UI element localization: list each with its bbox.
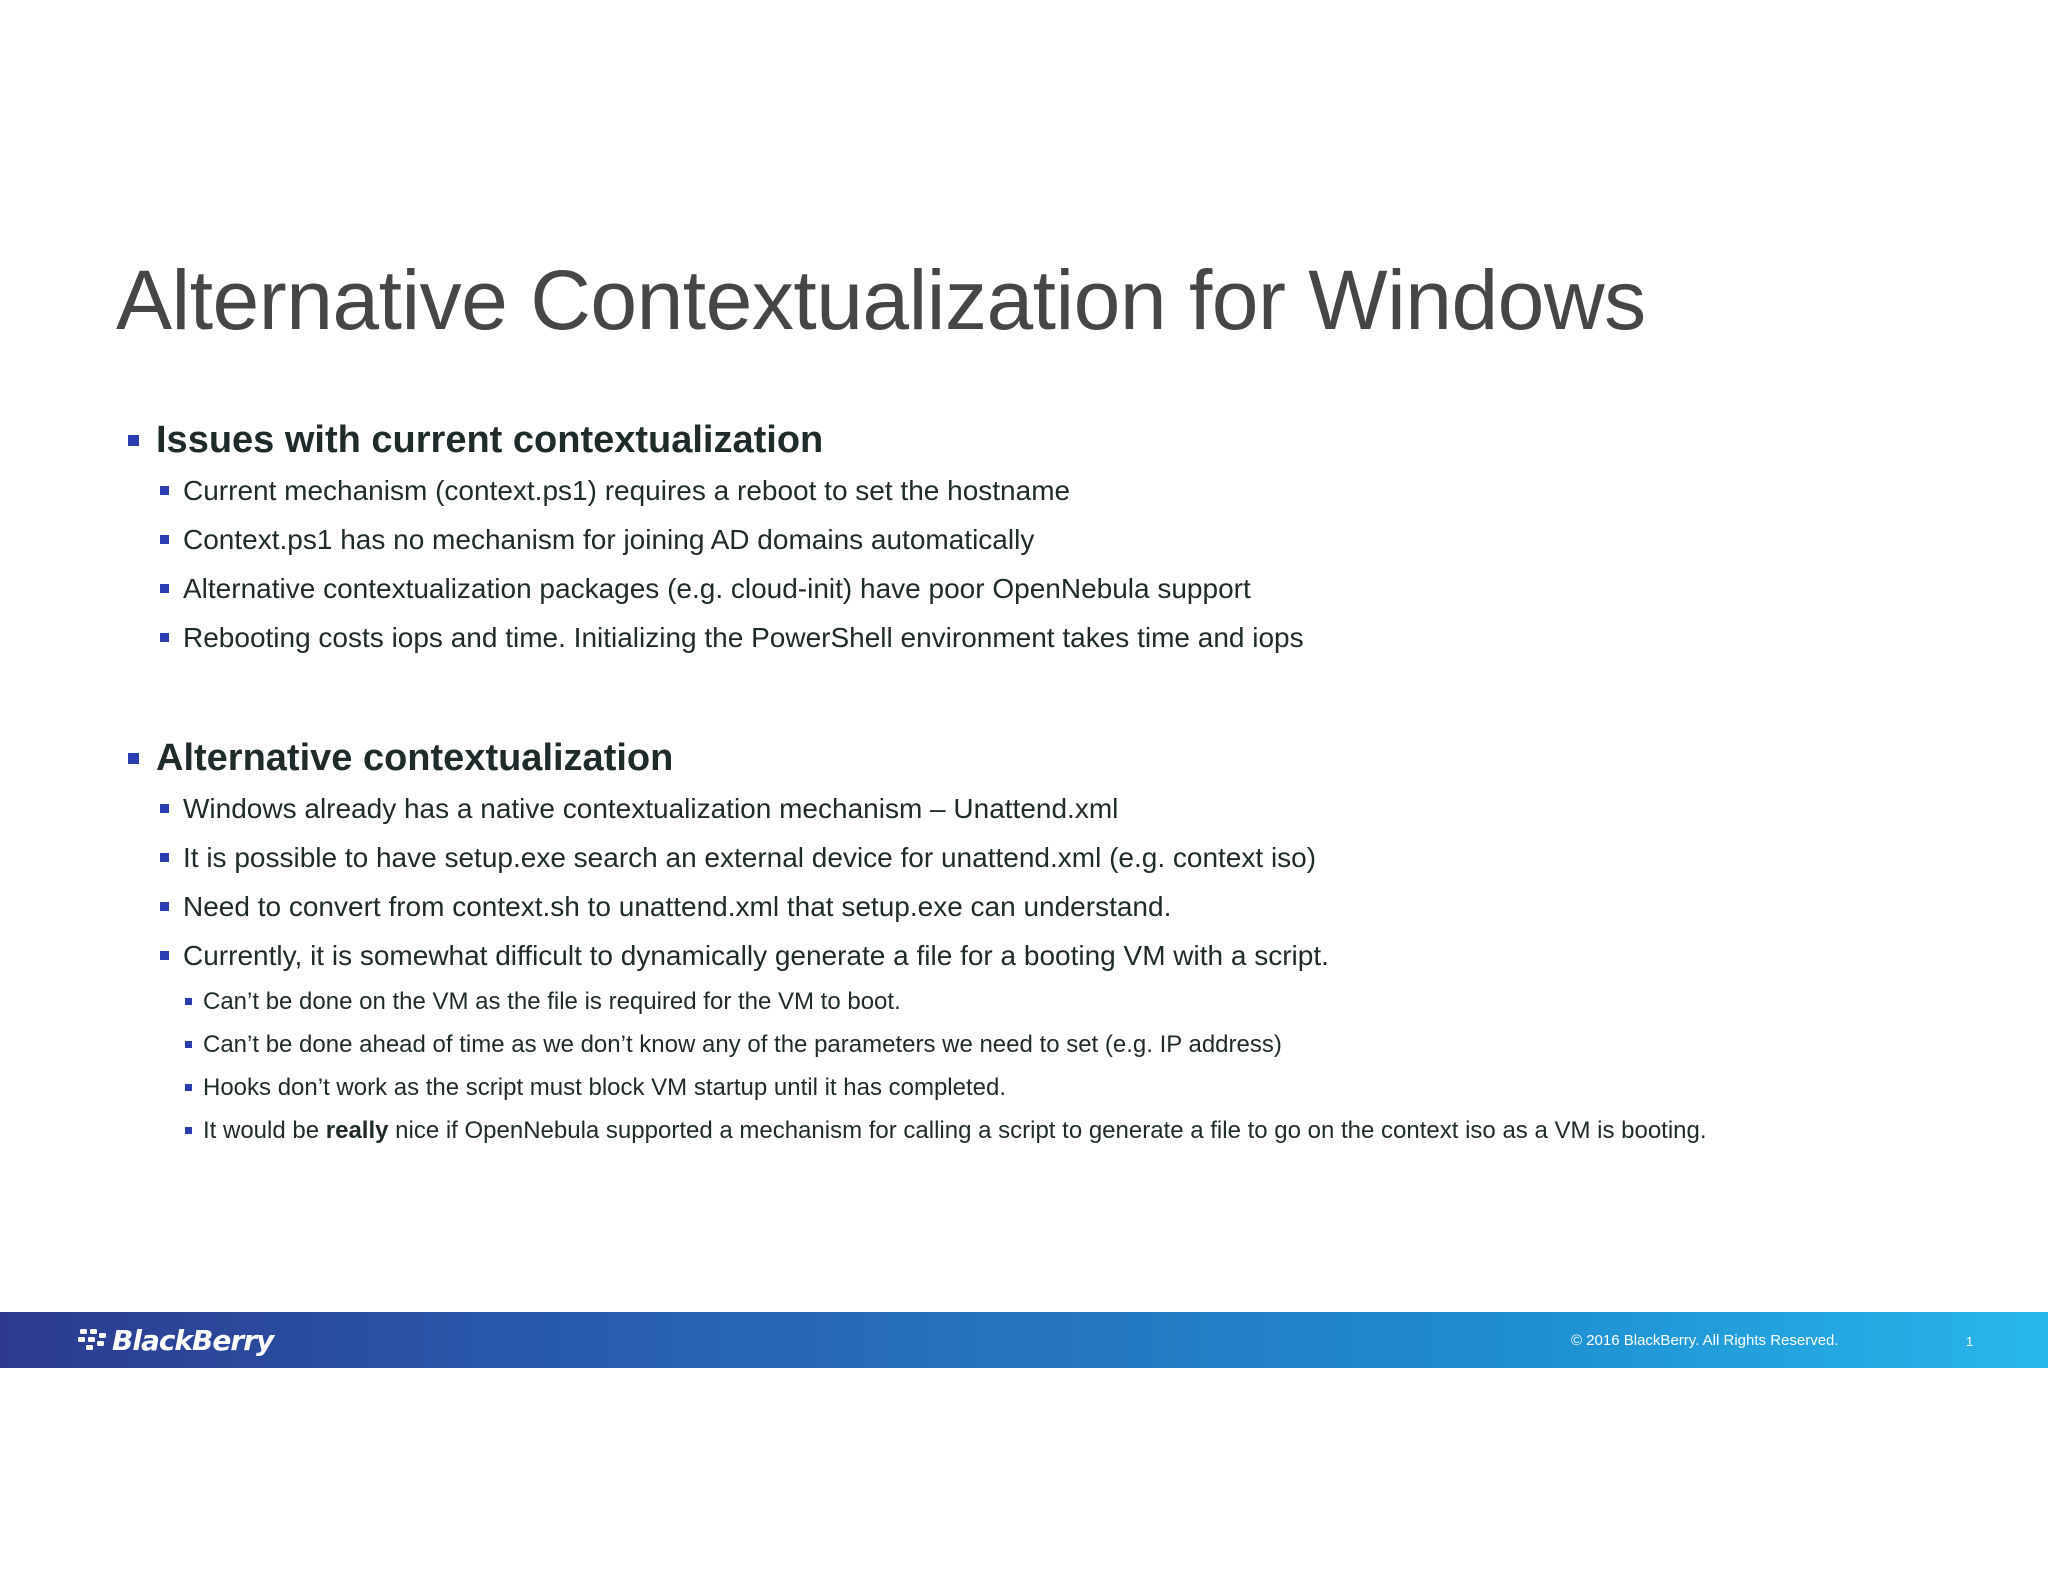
square-bullet-icon [160, 584, 169, 593]
sub-list-item-text [203, 1117, 1707, 1145]
square-bullet-icon [185, 1041, 192, 1048]
section-heading [0, 414, 2048, 466]
square-bullet-icon [160, 853, 169, 862]
heading-text: Issues with current contextualization [156, 418, 824, 461]
sub-list-item [0, 980, 2048, 1023]
list-item [0, 564, 2048, 613]
square-bullet-icon [160, 486, 169, 495]
square-bullet-icon [185, 998, 192, 1005]
footer-bar [0, 1312, 2048, 1368]
slide-title: Alternative Contextualization for Windows [116, 253, 1646, 347]
list-item-text: Windows already has a native contextualization mechanism – Unattend.xml [183, 792, 1119, 824]
logo-text: BlackBerry [112, 1323, 274, 1357]
square-bullet-icon [128, 435, 139, 446]
sub-list-item-text: Can’t be done on the VM as the file is required for the VM to boot. [203, 987, 901, 1015]
square-bullet-icon [185, 1084, 192, 1091]
square-bullet-icon [185, 1127, 192, 1134]
square-bullet-icon [160, 804, 169, 813]
text-prefix: It would be [203, 1116, 326, 1144]
section-issues [0, 414, 2048, 662]
list-item-text: It is possible to have setup.exe search an external device for unattend.xml (e.g. context iso) [183, 841, 1317, 873]
list-item [0, 515, 2048, 564]
square-bullet-icon [128, 753, 139, 764]
text-suffix: nice if OpenNebula supported a mechanism for calling a script to generate a file to go on the context iso as a VM is booting. [388, 1116, 1707, 1144]
list-item-text: Currently, it is somewhat difficult to dynamically generate a file for a booting VM with a script. [183, 939, 1329, 971]
section-alternative [0, 732, 2048, 1152]
list-item [0, 784, 2048, 833]
list-item [0, 613, 2048, 662]
blackberry-logo [78, 1324, 273, 1356]
sub-list-item [0, 1109, 2048, 1152]
list-item-text: Context.ps1 has no mechanism for joining AD domains automatically [183, 523, 1035, 555]
list-item [0, 931, 2048, 980]
sub-list-item-text: Hooks don’t work as the script must block VM startup until it has completed. [203, 1073, 1007, 1101]
blackberry-logo-icon [78, 1328, 108, 1352]
emphasis-text: really [325, 1116, 389, 1144]
square-bullet-icon [160, 535, 169, 544]
list-item [0, 882, 2048, 931]
list-item-text: Current mechanism (context.ps1) requires a reboot to set the hostname [183, 474, 1071, 506]
sub-list-item [0, 1066, 2048, 1109]
copyright-text: © 2016 BlackBerry. All Rights Reserved. [1571, 1332, 1839, 1349]
square-bullet-icon [160, 902, 169, 911]
sub-list-item-text: Can’t be done ahead of time as we don’t know any of the parameters we need to set (e.g. IP address) [203, 1030, 1282, 1058]
list-item-text: Rebooting costs iops and time. Initializing the PowerShell environment takes time and iops [183, 621, 1304, 653]
list-item [0, 466, 2048, 515]
heading-text: Alternative contextualization [156, 736, 674, 779]
sub-list-item [0, 1023, 2048, 1066]
list-item-text: Need to convert from context.sh to unattend.xml that setup.exe can understand. [183, 890, 1172, 922]
page-number: 1 [1966, 1334, 1974, 1349]
section-heading [0, 732, 2048, 784]
list-item [0, 833, 2048, 882]
square-bullet-icon [160, 951, 169, 960]
list-item-text: Alternative contextualization packages (e.g. cloud-init) have poor OpenNebula support [183, 572, 1251, 604]
square-bullet-icon [160, 633, 169, 642]
